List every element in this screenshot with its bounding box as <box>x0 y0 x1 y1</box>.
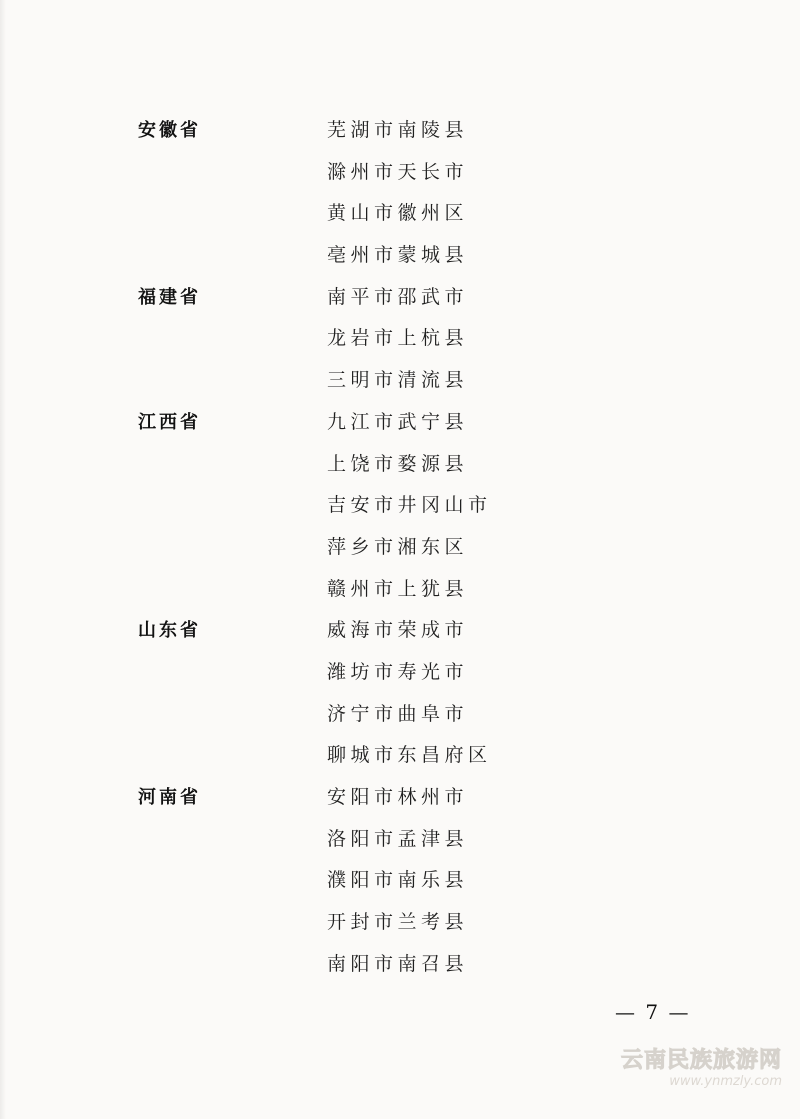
city-list <box>327 610 800 777</box>
city-item: 赣州市上犹县 <box>327 577 469 600</box>
province-name: 福建省 <box>138 286 201 308</box>
city-item: 济宁市曲阜市 <box>327 702 469 725</box>
province-group <box>0 402 800 610</box>
city-list <box>327 402 800 610</box>
watermark <box>621 1043 782 1089</box>
city-item: 滁州市天长市 <box>327 160 469 183</box>
province-name: 河南省 <box>138 787 201 808</box>
city-item: 芜湖市南陵县 <box>327 119 469 141</box>
city-item: 萍乡市湘东区 <box>327 535 469 558</box>
city-list <box>327 277 800 402</box>
city-item: 濮阳市南乐县 <box>327 869 469 892</box>
city-item: 威海市荣成市 <box>327 619 469 642</box>
province-name: 安徽省 <box>138 120 201 141</box>
city-item: 三明市清流县 <box>327 369 469 392</box>
province-group <box>0 110 800 277</box>
province-group <box>0 277 800 402</box>
city-item: 开封市兰考县 <box>327 911 469 934</box>
watermark-title: 云南民族旅游网 <box>620 1048 782 1073</box>
province-name: 江西省 <box>138 411 201 433</box>
city-item: 洛阳市孟津县 <box>327 827 469 850</box>
city-list <box>327 777 800 985</box>
city-item: 南平市邵武市 <box>327 285 469 308</box>
city-item: 亳州市蒙城县 <box>327 244 469 267</box>
province-city-list <box>0 110 800 985</box>
city-item: 黄山市徽州区 <box>327 202 469 225</box>
city-item: 安阳市林州市 <box>327 786 469 808</box>
province-group <box>0 777 800 985</box>
city-item: 潍坊市寿光市 <box>327 660 469 683</box>
city-list <box>327 110 800 277</box>
city-item: 龙岩市上杭县 <box>327 327 469 350</box>
city-item: 聊城市东昌府区 <box>327 744 492 767</box>
province-name: 山东省 <box>138 620 201 642</box>
city-item: 上饶市婺源县 <box>327 452 469 475</box>
city-item: 吉安市井冈山市 <box>327 494 492 517</box>
city-item: 九江市武宁县 <box>327 410 469 433</box>
watermark-url: www.ynmzly.com <box>669 1074 782 1089</box>
page-number: — 7 — <box>615 1000 691 1024</box>
province-group <box>0 610 800 777</box>
city-item: 南阳市南召县 <box>327 952 469 975</box>
